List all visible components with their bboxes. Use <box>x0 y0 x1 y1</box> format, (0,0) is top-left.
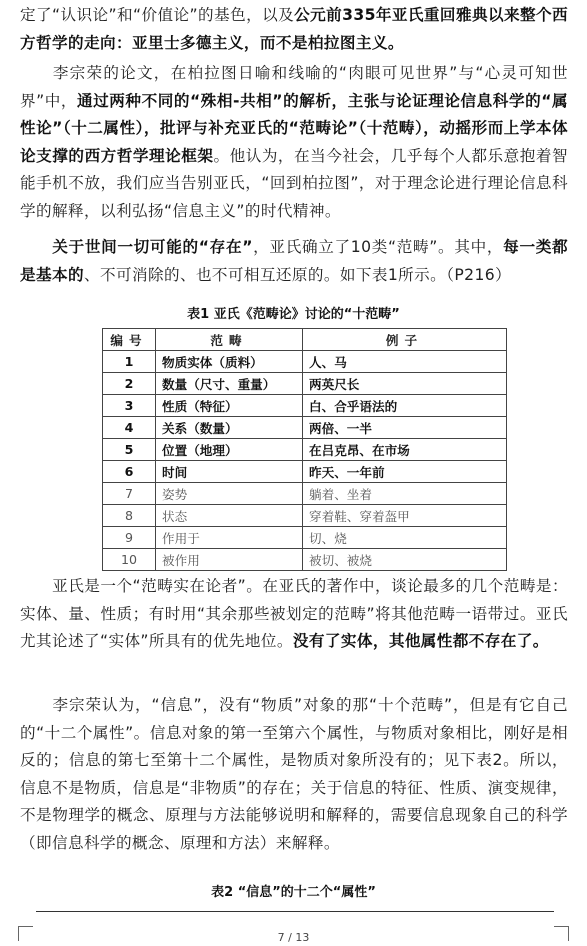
paragraph-2 <box>20 60 568 226</box>
row-example: 穿着鞋、穿着盔甲 <box>303 505 507 527</box>
row-category: 关系（数量） <box>156 417 303 439</box>
row-number: 8 <box>103 505 156 527</box>
p2-bold: 通过两种不同的“殊相-共相”的解析，主张与论证理论信息科学的“属性论”（十二属性），批评与补充亚氏的“范畴论”（十范畴），动摇形而上学本体论支撑的西方哲学理论框架 <box>20 91 568 165</box>
row-example: 躺着、坐着 <box>303 483 507 505</box>
row-category: 作用于 <box>156 527 303 549</box>
p3-text-d: 、不可消除的、也不可相互还原的。如下表1所示。（P216） <box>83 265 512 284</box>
p4-text: 亚氏是一个“范畴实在论者”。在亚氏的著作中，谈论最多的几个范畴是：实体、量、性质；有时用“其余那些被划定的范畴”将其他范畴一语带过。亚氏尤其论述了“实体”所具有的优先地位。 <box>20 577 568 651</box>
row-number: 9 <box>103 527 156 549</box>
p5-text: 李宗荣认为，“信息”，没有“物质”对象的那“十个范畴”，但是有它自己的“十二个属性”。信息对象的第一至第六个属性，与物质对象相比，刚好是相反的；信息的第七至第十二个属性，是物质对象所没有的；见下表2。所以，信息不是物质，信息是“非物质”的存在；关于信息的特征、性质、演变规律，不是物理学的概念、原理与方法能够说明和解释的，需要信息现象自己的科学（即信息科学的概念、原理和方法）来解释。 <box>20 696 568 852</box>
row-category: 性质（特征） <box>156 395 303 417</box>
header-category: 范畴 <box>156 329 303 351</box>
p4-bold: 没有了实体，其他属性都不存在了。 <box>292 632 549 651</box>
row-number: 5 <box>103 439 156 461</box>
row-number: 7 <box>103 483 156 505</box>
row-example: 昨天、一年前 <box>303 461 507 483</box>
row-example: 在吕克昂、在市场 <box>303 439 507 461</box>
row-category: 数量（尺寸、重量） <box>156 373 303 395</box>
p1-text: 定了“认识论”和“价值论”的基色，以及 <box>20 6 295 24</box>
row-category: 位置（地理） <box>156 439 303 461</box>
p2-text-c: 。他认为，在当今社会，几乎每个人都乐意抱着智能手机不放，我们应当告别亚氏，“回到柏拉图”，对于理念论进行理论信息科学的解释，以利弘扬“信息主义”的时代精神。 <box>20 146 568 220</box>
page-number: 7 / 13 <box>277 931 310 944</box>
row-category: 状态 <box>156 505 303 527</box>
table-top-rule <box>36 911 554 912</box>
table-row <box>103 439 507 461</box>
row-category: 物质实体（质料） <box>156 351 303 373</box>
row-category: 时间 <box>156 461 303 483</box>
row-number: 1 <box>103 351 156 373</box>
p2-text-a: 李宗荣的论文，在柏拉图日喻和线喻的“肉眼可见世界”与“心灵可知世界”中， <box>20 64 568 110</box>
table-row <box>103 483 507 505</box>
row-example: 白、合乎语法的 <box>303 395 507 417</box>
p1-bold: 公元前335年亚氏重回雅典以来整个西方哲学的走向：亚里士多德主义，而不是柏拉图主义。 <box>20 6 568 52</box>
paragraph-1 <box>20 2 568 57</box>
table-row <box>103 527 507 549</box>
row-number: 2 <box>103 373 156 395</box>
header-example: 例子 <box>303 329 507 351</box>
table-row <box>103 373 507 395</box>
p3-text-b: ，亚氏确立了10类“范畴”。其中， <box>252 238 504 256</box>
p3-bold-c: 每一类都是基本的 <box>20 238 568 284</box>
paragraph-4 <box>20 573 568 656</box>
table-row <box>103 461 507 483</box>
row-number: 10 <box>103 549 156 571</box>
row-example: 人、马 <box>303 351 507 373</box>
row-example: 切、烧 <box>303 527 507 549</box>
table-row <box>103 417 507 439</box>
row-number: 3 <box>103 395 156 417</box>
table-row <box>103 351 507 373</box>
table-row <box>103 549 507 571</box>
header-number: 编号 <box>103 329 156 351</box>
row-category: 被作用 <box>156 549 303 571</box>
table-header-row <box>103 329 507 351</box>
p3-bold-a: 关于世间一切可能的“存在” <box>52 238 253 256</box>
table-row <box>103 395 507 417</box>
row-example: 被切、被烧 <box>303 549 507 571</box>
table-1-caption: 表1 亚氏《范畴论》讨论的“十范畴” <box>187 307 400 322</box>
row-example: 两倍、一半 <box>303 417 507 439</box>
paragraph-3 <box>20 234 568 289</box>
row-category: 姿势 <box>156 483 303 505</box>
paragraph-5 <box>20 692 568 858</box>
row-example: 两英尺长 <box>303 373 507 395</box>
categories-table <box>102 328 507 571</box>
table-2-caption: 表2 “信息”的十二个“属性” <box>211 885 376 900</box>
table-row <box>103 505 507 527</box>
row-number: 4 <box>103 417 156 439</box>
row-number: 6 <box>103 461 156 483</box>
